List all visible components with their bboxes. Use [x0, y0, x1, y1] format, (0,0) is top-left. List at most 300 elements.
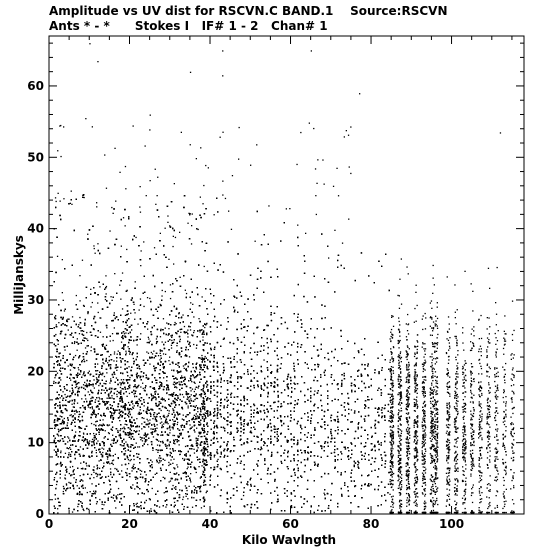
data-point: [118, 351, 119, 352]
data-point: [60, 477, 61, 478]
data-point: [125, 441, 126, 442]
data-point: [62, 391, 63, 392]
data-point: [190, 390, 191, 391]
data-point: [193, 497, 194, 498]
data-point: [85, 389, 86, 390]
data-point: [166, 454, 167, 455]
data-point: [191, 394, 192, 395]
data-point: [133, 393, 134, 394]
data-point: [177, 424, 178, 425]
data-point: [170, 284, 171, 285]
data-point: [74, 413, 75, 414]
data-point: [182, 499, 183, 500]
data-point: [114, 327, 115, 328]
data-point: [107, 398, 108, 399]
data-point: [93, 379, 94, 380]
data-point: [98, 312, 99, 313]
data-point: [140, 304, 141, 305]
data-point: [112, 427, 113, 428]
data-point: [128, 402, 129, 403]
data-point: [130, 460, 131, 461]
data-point: [126, 353, 127, 354]
data-point: [197, 415, 198, 416]
data-point: [99, 499, 100, 500]
data-point: [79, 300, 80, 301]
data-point: [187, 498, 188, 499]
data-point: [180, 451, 181, 452]
data-point: [174, 384, 175, 385]
data-point: [94, 387, 95, 388]
data-point: [157, 311, 158, 312]
data-point: [113, 360, 114, 361]
data-point: [169, 481, 170, 482]
data-point: [95, 414, 96, 415]
data-point: [99, 434, 100, 435]
data-point: [138, 487, 139, 488]
data-point: [134, 405, 135, 406]
data-point: [143, 418, 144, 419]
data-point: [161, 422, 162, 423]
data-point: [179, 489, 180, 490]
data-point: [90, 289, 91, 290]
data-point: [190, 329, 191, 330]
data-point: [99, 468, 100, 469]
data-point: [161, 460, 162, 461]
data-point: [104, 437, 105, 438]
data-point: [71, 414, 72, 415]
data-point: [162, 397, 163, 398]
data-point: [120, 367, 121, 368]
data-point: [196, 413, 197, 414]
data-point: [116, 377, 117, 378]
data-point: [146, 351, 147, 352]
data-point: [86, 345, 87, 346]
data-point: [146, 195, 147, 196]
data-point: [80, 446, 81, 447]
data-point: [190, 473, 191, 474]
data-point: [122, 272, 123, 273]
data-point: [169, 364, 170, 365]
data-point: [82, 480, 83, 481]
data-point: [95, 399, 96, 400]
data-point: [166, 418, 167, 419]
data-point: [166, 388, 167, 389]
data-point: [171, 340, 172, 341]
data-point: [66, 428, 67, 429]
data-point: [140, 265, 141, 266]
data-point: [162, 341, 163, 342]
data-point: [129, 476, 130, 477]
data-point: [110, 468, 111, 469]
data-point: [147, 419, 148, 420]
data-point: [196, 405, 197, 406]
data-point: [149, 298, 150, 299]
data-point: [99, 460, 100, 461]
data-point: [126, 249, 127, 250]
data-point: [201, 364, 202, 365]
data-point: [162, 425, 163, 426]
data-point: [193, 367, 194, 368]
data-point: [87, 492, 88, 493]
data-point: [173, 428, 174, 429]
data-point: [84, 371, 85, 372]
data-point: [139, 446, 140, 447]
data-point: [67, 422, 68, 423]
data-point: [93, 424, 94, 425]
data-point: [138, 385, 139, 386]
data-point: [173, 459, 174, 460]
data-point: [77, 350, 78, 351]
data-point: [202, 203, 203, 204]
data-point: [69, 473, 70, 474]
data-point: [105, 430, 106, 431]
data-point: [148, 338, 149, 339]
data-point: [175, 439, 176, 440]
data-point: [136, 418, 137, 419]
data-point: [159, 460, 160, 461]
data-point: [114, 468, 115, 469]
data-point: [167, 222, 168, 223]
data-point: [119, 420, 120, 421]
data-point: [128, 459, 129, 460]
data-point: [85, 487, 86, 488]
data-point: [177, 466, 178, 467]
data-point: [127, 372, 128, 373]
data-point: [169, 394, 170, 395]
data-point: [143, 388, 144, 389]
data-point: [157, 445, 158, 446]
data-point: [103, 463, 104, 464]
data-point: [79, 411, 80, 412]
data-point: [75, 387, 76, 388]
data-point: [168, 462, 169, 463]
data-point: [77, 485, 78, 486]
data-point: [172, 246, 173, 247]
data-point: [92, 451, 93, 452]
data-point: [106, 358, 107, 359]
data-point: [206, 492, 207, 493]
data-point: [120, 430, 121, 431]
data-point: [66, 484, 67, 485]
data-point: [172, 393, 173, 394]
data-point: [140, 474, 141, 475]
data-point: [201, 436, 202, 437]
data-point: [183, 415, 184, 416]
data-point: [193, 375, 194, 376]
data-point: [64, 394, 65, 395]
data-point: [197, 438, 198, 439]
data-point: [83, 331, 84, 332]
data-point: [56, 201, 57, 202]
data-point: [150, 508, 151, 509]
data-point: [197, 447, 198, 448]
data-point: [103, 383, 104, 384]
data-point: [62, 259, 63, 260]
data-point: [65, 453, 66, 454]
data-point: [185, 290, 186, 291]
data-point: [61, 325, 62, 326]
data-point: [69, 447, 70, 448]
data-point: [194, 391, 195, 392]
data-point: [174, 415, 175, 416]
data-point: [173, 451, 174, 452]
data-point: [113, 460, 114, 461]
data-point: [92, 439, 93, 440]
data-point: [202, 296, 203, 297]
data-point: [201, 355, 202, 356]
data-point: [60, 371, 61, 372]
data-point: [186, 490, 187, 491]
data-point: [79, 333, 80, 334]
data-point: [149, 341, 150, 342]
data-point: [101, 374, 102, 375]
data-point: [60, 452, 61, 453]
data-point: [93, 443, 94, 444]
data-point: [54, 477, 55, 478]
data-point: [93, 433, 94, 434]
data-point: [191, 243, 192, 244]
data-point: [180, 277, 181, 278]
data-point: [131, 470, 132, 471]
data-point: [205, 439, 206, 440]
data-point: [191, 381, 192, 382]
data-point: [103, 449, 104, 450]
data-point: [160, 351, 161, 352]
chart-subtitle: Ants * - * Stokes I IF# 1 - 2 Chan# 1: [49, 19, 328, 33]
data-point: [134, 488, 135, 489]
data-point: [131, 329, 132, 330]
data-point: [198, 229, 199, 230]
data-point: [160, 468, 161, 469]
data-point: [127, 468, 128, 469]
data-point: [129, 377, 130, 378]
data-point: [102, 362, 103, 363]
data-point: [152, 461, 153, 462]
data-point: [93, 472, 94, 473]
data-point: [84, 382, 85, 383]
data-point: [163, 377, 164, 378]
data-point: [97, 440, 98, 441]
data-point: [121, 246, 122, 247]
data-point: [120, 384, 121, 385]
data-point: [104, 376, 105, 377]
data-point: [82, 360, 83, 361]
data-point: [183, 496, 184, 497]
data-point: [166, 380, 167, 381]
data-point: [80, 330, 81, 331]
data-point: [108, 432, 109, 433]
data-point: [180, 332, 181, 333]
data-point: [110, 367, 111, 368]
data-point: [68, 452, 69, 453]
data-point: [72, 364, 73, 365]
data-point: [152, 353, 153, 354]
data-point: [167, 410, 168, 411]
data-point: [90, 350, 91, 351]
data-point: [107, 458, 108, 459]
data-point: [170, 298, 171, 299]
data-point: [159, 506, 160, 507]
data-point: [120, 436, 121, 437]
data-point: [190, 481, 191, 482]
data-point: [176, 345, 177, 346]
data-point: [70, 449, 71, 450]
data-point: [176, 399, 177, 400]
data-point: [109, 382, 110, 383]
data-point: [68, 482, 69, 483]
data-point: [94, 248, 95, 249]
data-point: [185, 446, 186, 447]
data-point: [125, 351, 126, 352]
data-point: [113, 340, 114, 341]
data-point: [161, 382, 162, 383]
data-point: [121, 464, 122, 465]
data-point: [119, 285, 120, 286]
data-point: [141, 428, 142, 429]
data-point: [163, 353, 164, 354]
data-point: [70, 380, 71, 381]
data-point: [113, 497, 114, 498]
data-point: [86, 383, 87, 384]
data-point: [198, 387, 199, 388]
data-point: [128, 463, 129, 464]
data-point: [76, 386, 77, 387]
data-point: [163, 368, 164, 369]
chart-title: Amplitude vs UV dist for RSCVN.C BAND.1 Source:RSCVN: [49, 4, 448, 18]
data-point: [163, 318, 164, 319]
data-point: [88, 406, 89, 407]
data-point: [89, 440, 90, 441]
data-point: [127, 446, 128, 447]
data-point: [91, 474, 92, 475]
data-point: [75, 382, 76, 383]
data-point: [117, 440, 118, 441]
data-point: [86, 332, 87, 333]
data-point: [83, 433, 84, 434]
data-point: [97, 243, 98, 244]
data-point: [85, 347, 86, 348]
data-point: [165, 342, 166, 343]
data-point: [58, 435, 59, 436]
data-point: [179, 444, 180, 445]
data-point: [204, 327, 205, 328]
data-point: [195, 389, 196, 390]
data-point: [95, 253, 96, 254]
data-point: [82, 507, 83, 508]
data-point: [120, 390, 121, 391]
data-point: [54, 505, 55, 506]
data-point: [68, 319, 69, 320]
data-point: [158, 462, 159, 463]
data-point: [192, 304, 193, 305]
data-point: [55, 334, 56, 335]
data-point: [154, 391, 155, 392]
data-point: [159, 359, 160, 360]
data-point: [92, 302, 93, 303]
data-point: [90, 398, 91, 399]
data-point: [191, 225, 192, 226]
data-point: [157, 424, 158, 425]
data-point: [168, 259, 169, 260]
data-point: [173, 392, 174, 393]
data-point: [72, 466, 73, 467]
data-point: [80, 463, 81, 464]
data-point: [188, 406, 189, 407]
data-point: [171, 345, 172, 346]
data-point: [182, 419, 183, 420]
data-point: [120, 360, 121, 361]
data-point: [172, 435, 173, 436]
data-point: [97, 370, 98, 371]
data-point: [76, 295, 77, 296]
data-point: [141, 471, 142, 472]
data-point: [169, 444, 170, 445]
data-point: [172, 463, 173, 464]
data-point: [175, 478, 176, 479]
data-point: [120, 299, 121, 300]
data-point: [72, 445, 73, 446]
data-point: [190, 398, 191, 399]
data-point: [187, 336, 188, 337]
data-point: [198, 318, 199, 319]
data-point: [122, 428, 123, 429]
data-point: [204, 266, 205, 267]
data-point: [156, 419, 157, 420]
data-point: [163, 423, 164, 424]
data-point: [140, 437, 141, 438]
data-point: [121, 379, 122, 380]
data-point: [105, 275, 106, 276]
data-point: [96, 377, 97, 378]
data-point: [139, 309, 140, 310]
data-point: [147, 329, 148, 330]
data-point: [194, 399, 195, 400]
data-point: [168, 465, 169, 466]
data-point: [144, 405, 145, 406]
data-point: [196, 394, 197, 395]
data-point: [60, 397, 61, 398]
data-point: [173, 263, 174, 264]
data-point: [118, 488, 119, 489]
data-point: [96, 450, 97, 451]
data-point: [196, 472, 197, 473]
data-point: [102, 419, 103, 420]
data-point: [160, 423, 161, 424]
data-point: [89, 394, 90, 395]
data-point: [196, 368, 197, 369]
data-point: [95, 421, 96, 422]
data-point: [156, 338, 157, 339]
data-point: [132, 484, 133, 485]
data-point: [125, 424, 126, 425]
data-point: [113, 464, 114, 465]
data-point: [139, 430, 140, 431]
data-point: [114, 374, 115, 375]
data-point: [91, 346, 92, 347]
data-point: [169, 357, 170, 358]
data-point: [83, 441, 84, 442]
data-point: [78, 369, 79, 370]
data-point: [110, 296, 111, 297]
data-point: [71, 474, 72, 475]
data-point: [64, 418, 65, 419]
data-point: [60, 416, 61, 417]
data-point: [117, 396, 118, 397]
data-point: [196, 348, 197, 349]
data-point: [79, 494, 80, 495]
data-point: [153, 395, 154, 396]
data-point: [140, 333, 141, 334]
